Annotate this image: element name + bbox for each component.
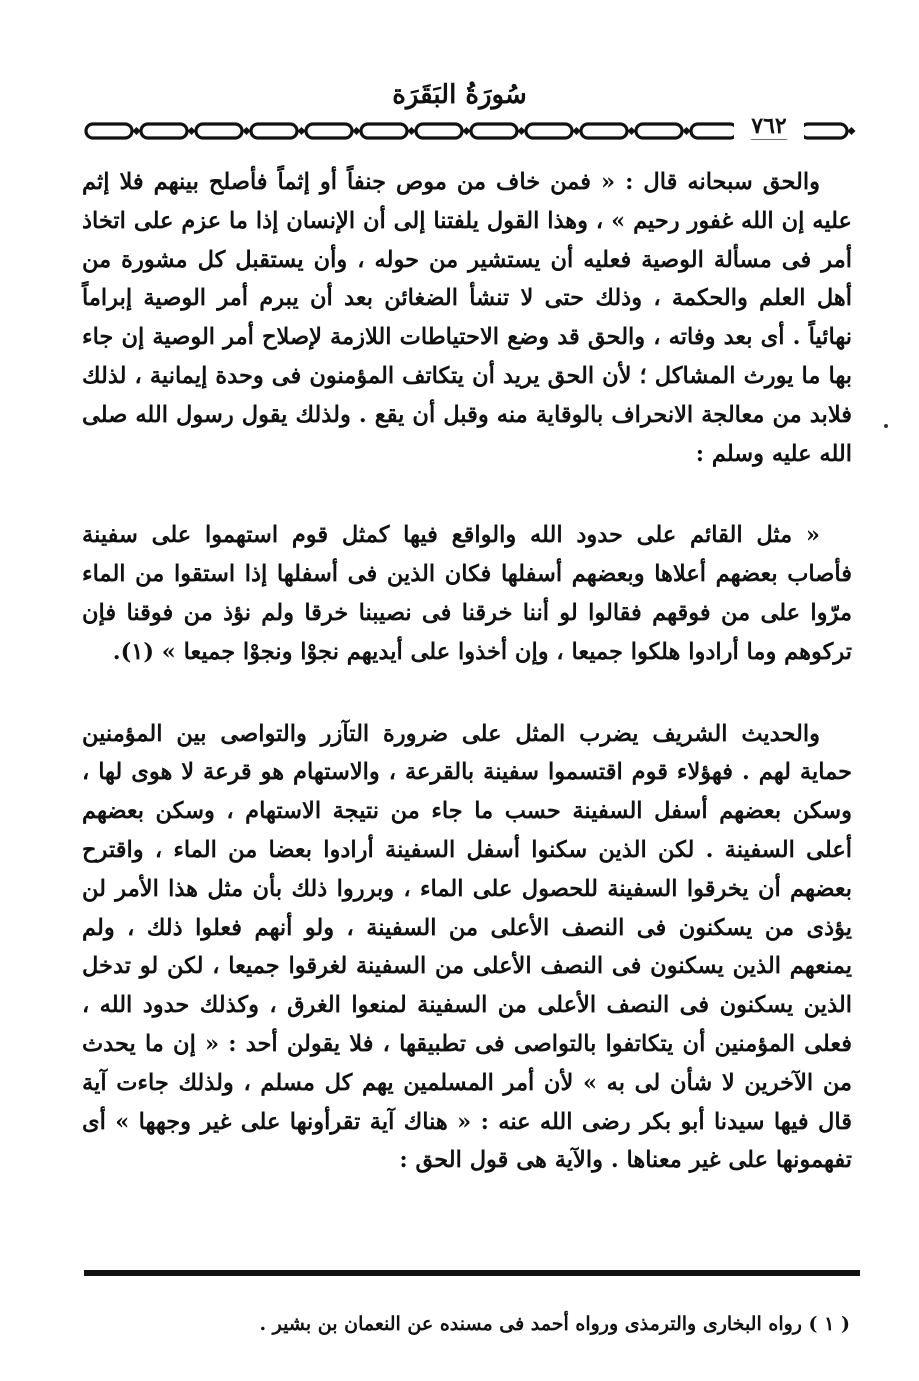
chain-link	[361, 124, 407, 138]
chain-link	[471, 124, 517, 138]
chain-link	[526, 124, 572, 138]
chain-diamond	[353, 127, 361, 135]
chain-diamond	[683, 127, 691, 135]
chain-link	[86, 124, 132, 138]
chain-link	[636, 124, 682, 138]
chain-diamond	[243, 127, 251, 135]
chain-diamond	[408, 127, 416, 135]
chain-diamond	[133, 127, 141, 135]
margin-dot	[884, 424, 888, 428]
hadith-quote: « مثل القائم على حدود الله والواقع فيها كمثل قوم استهموا على سفينة فأصاب بعضهم أعلاها وبعضهم أسفلها فكان الذين فى أسفلها إذا استقوا من الماء مرّوا على من فوقهم فقالوا لو أننا خرقنا فى نصيبنا خرقا ولم نؤذ من فوقنا فإن تركوهم وما أرادوا هلكوا جميعا ، وإن أخذوا على أيديهم نجوْا ونجوْا جميعا » (١).	[82, 522, 852, 665]
chain-link	[691, 124, 737, 138]
paragraph-3: والحديث الشريف يضرب المثل على ضرورة التآزر والتواصى بين المؤمنين حماية لهم . فهؤلاء قوم اقتسموا سفينة بالقرعة ، والاستهام هو قرعة لا هوى لها ، وسكن بعضهم أسفل السفينة حسب ما جاء من نتيجة الاستهام ، وسكن بعضهم أعلى السفينة . لكن الذين سكنوا أسفل السفينة أرادوا بعضا من الماء ، واقترح بعضهم أن يخرقوا السفينة للحصول على الماء ، وبرروا ذلك بأن مثل هذا الأمر لن يؤذى من يسكنون فى النصف الأعلى من السفينة ، ولو أنهم فعلوا ذلك ، ولم يمنعهم الذين يسكنون فى النصف الأعلى من السفينة لغرقوا جميعا ، لكن لو تدخل الذين يسكنون فى النصف الأعلى من السفينة لمنعوا الغرق ، وكذلك حدود الله ، فعلى المؤمنين أن يتكاتفوا بالتواصى فى تطبيقها ، فلا يقولن أحد : « إن ما يحدث من الآخرين لا شأن لى به » لأن أمر المسلمين يهم كل مسلم ، ولذلك جاءت آية قال فيها سيدنا أبو بكر رضى الله عنه : « هناك آية تقرأونها على غير وجهها » أى تفهمونها على غير معناها . والآية هى قول الحق :	[82, 720, 852, 1174]
chain-diamond	[298, 127, 306, 135]
chain-link	[581, 124, 627, 138]
chain-link	[141, 124, 187, 138]
paragraph-1: والحق سبحانه قال : « فمن خاف من موص جنفاً أو إثماً فأصلح بينهم فلا إثم عليه إن الله غفور رحيم » ، وهذا القول يلفتنا إلى أن الإنسان إذا ما عزم على اتخاذ أمر فى مسألة الوصية فعليه أن يستشير من حوله ، وأن يستقبل كل مشورة من أهل العلم والحكمة ، وذلك حتى لا تنشأ الضغائن بعد أن يبرم أمر الوصية إبراماً نهائياً . أى بعد وفاته ، والحق قد وضع الاحتياطات اللازمة لإصلاح أمر الوصية إن جاء بها ما يورث المشاكل ؛ لأن الحق يريد أن يتكاتف المؤمنون فى وحدة إيمانية ، لذلك فلابد من معالجة الانحراف بالوقاية منه وقبل أن يقع . ولذلك يقول رسول الله صلى الله عليه وسلم :	[82, 169, 852, 467]
main-text	[82, 163, 852, 1180]
footnote-separator-rule	[84, 1270, 860, 1276]
chain-diamond	[188, 127, 196, 135]
chain-diamond	[573, 127, 581, 135]
chain-link	[801, 124, 847, 138]
paragraph-gap	[82, 672, 852, 715]
chain-link	[251, 124, 297, 138]
chain-diamond	[848, 127, 856, 135]
chain-diamond	[628, 127, 636, 135]
chain-diamond	[518, 127, 526, 135]
page-number: ٧٦٢	[734, 113, 804, 139]
chain-link	[416, 124, 462, 138]
footnote: ( ١ ) رواه البخارى والترمذى ورواه أحمد فى مسنده عن النعمان بن بشير .	[259, 1313, 850, 1335]
paragraph-gap	[82, 473, 852, 516]
chain-link	[196, 124, 242, 138]
surah-title: سُورَةُ البَقَرَة	[392, 80, 527, 110]
chain-link	[306, 124, 352, 138]
chain-diamond	[463, 127, 471, 135]
